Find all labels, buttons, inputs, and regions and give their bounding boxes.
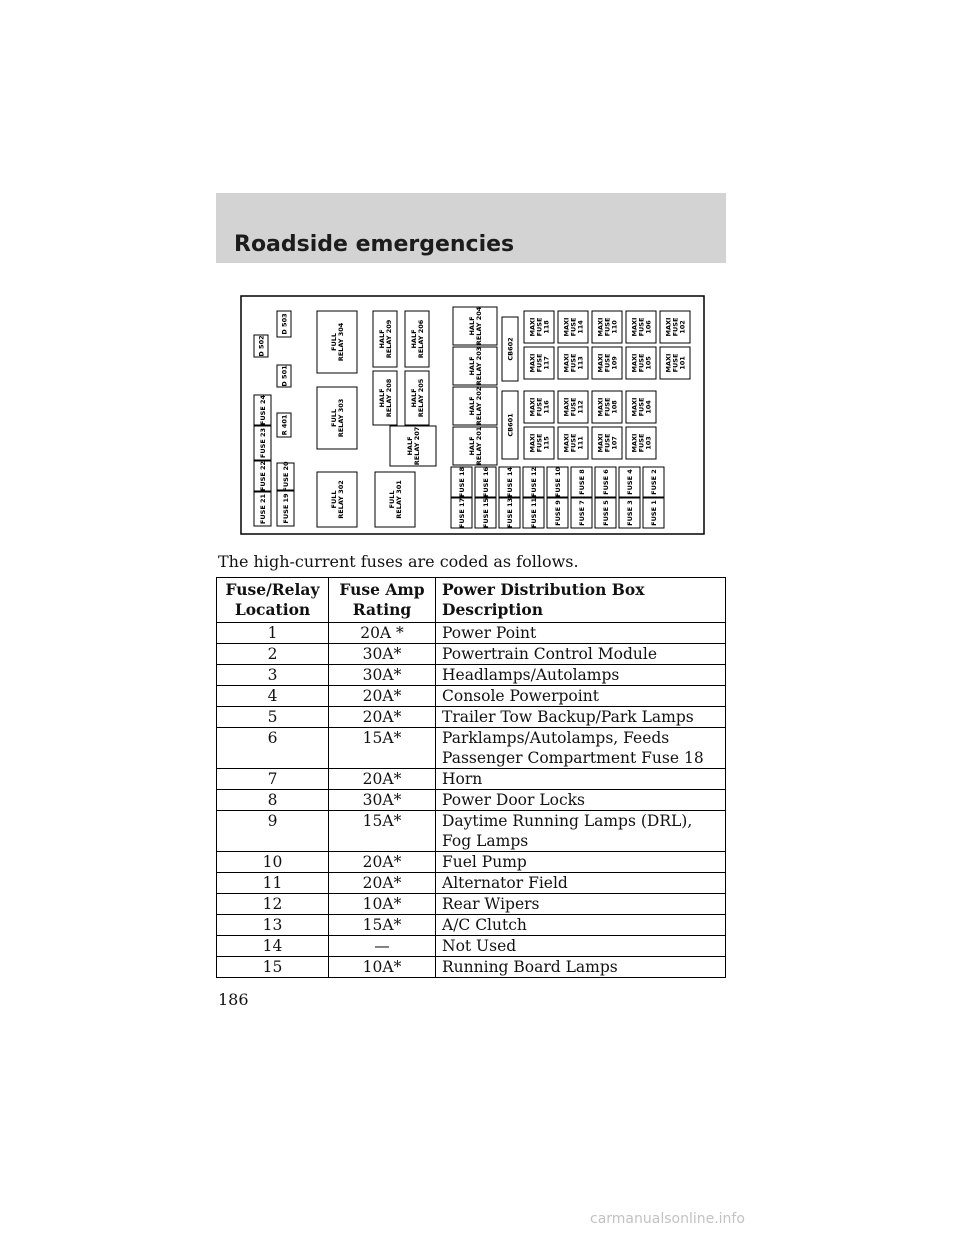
maxi-maxi-fuse-117 [524,347,554,379]
cell-location: 9 [217,811,329,852]
svg-text:MAXIFUSE118: MAXIFUSE118 [528,317,551,337]
cell-location: 4 [217,686,329,707]
cell-location: 14 [217,936,329,957]
maxi-maxi-fuse-110 [592,311,622,343]
breaker-cb602 [502,317,518,381]
fuse-fuse-17 [451,498,472,528]
svg-text:FUSE 12: FUSE 12 [529,466,538,498]
header-description: Power Distribution Box Description [436,578,726,623]
svg-text:MAXIFUSE102: MAXIFUSE102 [664,317,687,337]
cell-location: 12 [217,894,329,915]
table-row [217,728,726,769]
relay-half-relay-207 [390,426,436,466]
header-amp-rating: Fuse Amp Rating [329,578,436,623]
cell-location: 1 [217,623,329,644]
svg-text:MAXIFUSE113: MAXIFUSE113 [562,353,585,373]
cell-description: Rear Wipers [436,894,726,915]
page-number: 186 [218,990,249,1009]
table-row [217,665,726,686]
svg-text:MAXIFUSE104: MAXIFUSE104 [630,397,653,417]
cell-description: Alternator Field [436,873,726,894]
fuse-fuse-24 [254,394,271,425]
svg-text:FUSE 20: FUSE 20 [281,461,290,492]
relay-full-relay-301 [375,472,415,527]
table-row [217,707,726,728]
table-row [217,623,726,644]
relay-half-relay-208 [373,371,397,425]
relay-full-relay-304 [317,311,357,373]
cell-amp-rating: 30A* [329,665,436,686]
svg-text:FUSE 1: FUSE 1 [649,500,658,526]
svg-text:HALFRELAY 202: HALFRELAY 202 [467,386,483,426]
svg-text:FUSE 24: FUSE 24 [258,394,267,426]
svg-text:FUSE 23: FUSE 23 [258,427,267,459]
svg-text:D 503: D 503 [280,313,289,335]
cell-location: 8 [217,790,329,811]
cell-description: Fuel Pump [436,852,726,873]
cell-description: Parklamps/Autolamps, Feeds Passenger Compartment Fuse 18 [436,728,726,769]
relay-half-relay-202 [453,387,497,426]
cell-amp-rating: 30A* [329,644,436,665]
svg-text:FUSE 4: FUSE 4 [625,469,634,495]
svg-text:FUSE 7: FUSE 7 [577,500,586,526]
fuse-fuse-5 [595,498,616,528]
cell-description: Trailer Tow Backup/Park Lamps [436,707,726,728]
svg-text:MAXIFUSE112: MAXIFUSE112 [562,397,585,417]
svg-text:HALFRELAY 208: HALFRELAY 208 [377,378,393,418]
fuse-fuse-13 [499,498,520,528]
cell-amp-rating: 10A* [329,957,436,978]
cell-amp-rating: 15A* [329,728,436,769]
table-row [217,852,726,873]
table-header-row [217,578,726,623]
cell-location: 7 [217,769,329,790]
cell-description: Horn [436,769,726,790]
maxi-maxi-fuse-115 [524,427,554,459]
svg-text:FUSE 16: FUSE 16 [481,466,490,498]
cell-amp-rating: 20A* [329,686,436,707]
relay-half-relay-205 [405,371,429,425]
cell-description: Daytime Running Lamps (DRL), Fog Lamps [436,811,726,852]
svg-text:FUSE 22: FUSE 22 [258,460,267,492]
table-row [217,790,726,811]
cell-description: A/C Clutch [436,915,726,936]
svg-text:MAXIFUSE116: MAXIFUSE116 [528,397,551,417]
svg-text:HALFRELAY 204: HALFRELAY 204 [467,306,483,346]
table-row [217,644,726,665]
svg-text:MAXIFUSE103: MAXIFUSE103 [630,433,653,453]
diode-d-503 [277,311,291,337]
cell-amp-rating: 30A* [329,790,436,811]
fuse-fuse-10 [547,466,568,497]
svg-text:CB602: CB602 [506,337,515,361]
svg-text:HALFRELAY 205: HALFRELAY 205 [409,378,425,418]
cell-description: Power Point [436,623,726,644]
svg-text:FUSE 3: FUSE 3 [625,500,634,526]
fuse-fuse-14 [499,466,520,497]
maxi-maxi-fuse-107 [592,427,622,459]
svg-text:MAXIFUSE117: MAXIFUSE117 [528,353,551,373]
svg-text:FUSE 14: FUSE 14 [505,466,514,498]
table-body [217,623,726,978]
intro-text: The high-current fuses are coded as follows. [218,552,579,571]
maxi-maxi-fuse-101 [660,347,690,379]
maxi-maxi-fuse-111 [558,427,588,459]
fuse-fuse-23 [254,426,271,460]
maxi-maxi-fuse-112 [558,391,588,423]
cell-location: 2 [217,644,329,665]
svg-text:HALFRELAY 209: HALFRELAY 209 [377,319,393,359]
relay-full-relay-303 [317,387,357,449]
fuse-fuse-11 [523,497,544,528]
table-row [217,957,726,978]
svg-text:R 401: R 401 [280,414,289,436]
table-row [217,811,726,852]
svg-text:FULLRELAY 304: FULLRELAY 304 [329,322,345,362]
table-row [217,686,726,707]
relay-half-relay-209 [373,311,397,367]
maxi-maxi-fuse-105 [626,347,656,379]
relay-half-relay-203 [453,347,497,386]
cell-amp-rating: 20A* [329,852,436,873]
cell-location: 6 [217,728,329,769]
svg-text:HALFRELAY 203: HALFRELAY 203 [467,346,483,386]
diode-d-502 [254,335,268,357]
maxi-maxi-fuse-118 [524,311,554,343]
svg-text:FUSE 10: FUSE 10 [553,466,562,498]
svg-text:MAXIFUSE108: MAXIFUSE108 [596,397,619,417]
breaker-cb601 [502,391,518,459]
svg-text:FULLRELAY 303: FULLRELAY 303 [329,398,345,438]
cell-description: Headlamps/Autolamps [436,665,726,686]
svg-text:MAXIFUSE106: MAXIFUSE106 [630,317,653,337]
fuse-fuse-19 [277,491,294,526]
fuse-fuse-20 [277,461,294,492]
svg-text:MAXIFUSE115: MAXIFUSE115 [528,433,551,453]
svg-text:MAXIFUSE109: MAXIFUSE109 [596,353,619,373]
cell-amp-rating: 15A* [329,915,436,936]
watermark: carmanualsonline.info [590,1211,745,1227]
maxi-maxi-fuse-103 [626,427,656,459]
table-row [217,936,726,957]
svg-text:FUSE 15: FUSE 15 [481,497,490,529]
fuse-fuse-3 [619,498,640,528]
relay-half-relay-206 [405,311,429,367]
maxi-maxi-fuse-113 [558,347,588,379]
cell-description: Not Used [436,936,726,957]
fuse-fuse-2 [643,467,664,497]
maxi-maxi-fuse-102 [660,311,690,343]
svg-text:CB601: CB601 [506,413,515,437]
cell-location: 13 [217,915,329,936]
table-row [217,873,726,894]
header-location: Fuse/Relay Location [217,578,329,623]
svg-text:FUSE 21: FUSE 21 [258,493,267,525]
cell-amp-rating: 20A* [329,769,436,790]
maxi-maxi-fuse-114 [558,311,588,343]
cell-amp-rating: 20A* [329,873,436,894]
maxi-maxi-fuse-108 [592,391,622,423]
svg-text:HALFRELAY 201: HALFRELAY 201 [467,426,483,466]
svg-text:FUSE 5: FUSE 5 [601,500,610,526]
fuse-box-svg [240,295,705,535]
svg-text:MAXIFUSE114: MAXIFUSE114 [562,317,585,337]
svg-text:HALFRELAY 207: HALFRELAY 207 [405,426,421,466]
cell-amp-rating: 15A* [329,811,436,852]
svg-text:MAXIFUSE107: MAXIFUSE107 [596,433,619,453]
fuse-fuse-1 [643,498,664,528]
fuse-fuse-21 [254,492,271,526]
cell-location: 10 [217,852,329,873]
svg-text:FUSE 17: FUSE 17 [457,497,466,529]
relay-full-relay-302 [317,472,357,527]
fuse-table [216,577,726,978]
svg-text:MAXIFUSE110: MAXIFUSE110 [596,317,619,337]
svg-text:MAXIFUSE101: MAXIFUSE101 [664,353,687,373]
fuse-fuse-9 [547,498,568,528]
cell-location: 3 [217,665,329,686]
svg-text:HALFRELAY 206: HALFRELAY 206 [409,319,425,359]
fuse-fuse-6 [595,467,616,497]
maxi-maxi-fuse-104 [626,391,656,423]
svg-text:FULLRELAY 302: FULLRELAY 302 [329,480,345,519]
svg-text:D 501: D 501 [280,365,289,387]
cell-amp-rating: — [329,936,436,957]
svg-text:MAXIFUSE111: MAXIFUSE111 [562,433,585,453]
section-title: Roadside emergencies [234,232,515,257]
cell-description: Power Door Locks [436,790,726,811]
diode-d-501 [277,365,291,387]
cell-location: 11 [217,873,329,894]
cell-location: 15 [217,957,329,978]
fuse-fuse-8 [571,467,592,497]
cell-description: Running Board Lamps [436,957,726,978]
svg-text:FUSE 18: FUSE 18 [457,466,466,498]
relay-half-relay-204 [453,306,497,345]
fuse-fuse-22 [254,461,271,491]
table-row [217,894,726,915]
maxi-maxi-fuse-109 [592,347,622,379]
resistor-r-401 [277,413,291,437]
svg-text:FUSE 2: FUSE 2 [649,469,658,495]
table-row [217,769,726,790]
svg-text:FULLRELAY 301: FULLRELAY 301 [387,480,403,519]
svg-text:D 502: D 502 [257,335,266,357]
svg-text:MAXIFUSE105: MAXIFUSE105 [630,353,653,373]
cell-description: Console Powerpoint [436,686,726,707]
maxi-maxi-fuse-116 [524,391,554,423]
cell-location: 5 [217,707,329,728]
fuse-fuse-18 [451,466,472,497]
cell-amp-rating: 10A* [329,894,436,915]
maxi-maxi-fuse-106 [626,311,656,343]
relay-half-relay-201 [453,426,497,465]
svg-text:FUSE 19: FUSE 19 [281,493,290,524]
svg-text:FUSE 13: FUSE 13 [505,497,514,529]
table-row [217,915,726,936]
cell-description: Powertrain Control Module [436,644,726,665]
svg-text:FUSE 6: FUSE 6 [601,469,610,495]
svg-text:FUSE 11: FUSE 11 [529,497,538,529]
cell-amp-rating: 20A * [329,623,436,644]
svg-text:FUSE 9: FUSE 9 [553,500,562,526]
cell-amp-rating: 20A* [329,707,436,728]
fuse-box-diagram [240,295,705,535]
fuse-fuse-7 [571,498,592,528]
fuse-fuse-16 [475,466,496,497]
svg-text:FUSE 8: FUSE 8 [577,469,586,495]
fuse-fuse-4 [619,467,640,497]
fuse-fuse-12 [523,467,544,497]
fuse-fuse-15 [475,497,496,528]
